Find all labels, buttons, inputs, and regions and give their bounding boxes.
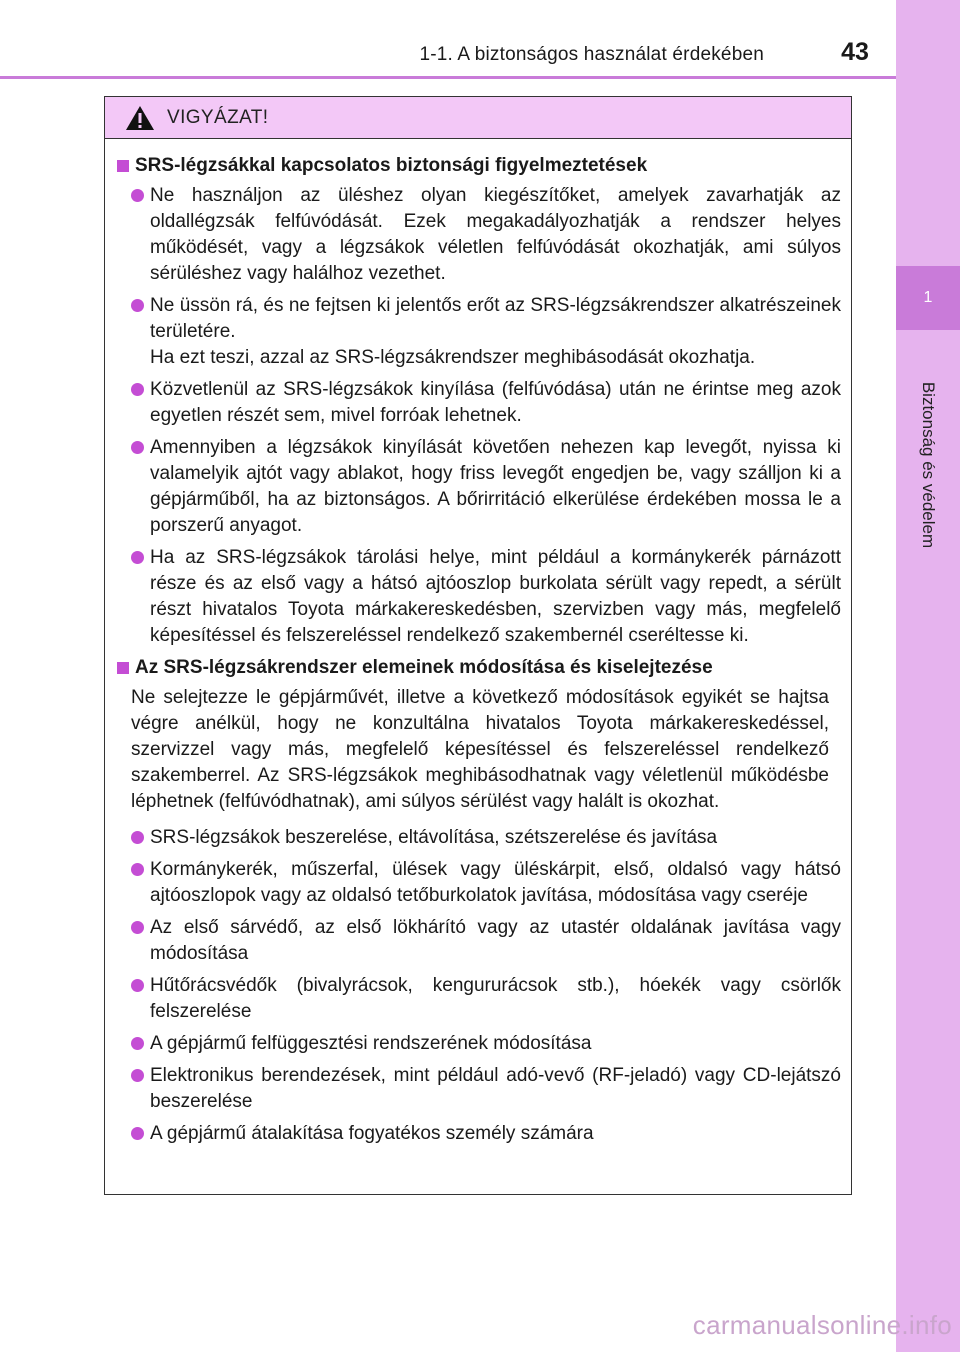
warning-triangle-icon [125, 105, 155, 131]
list-item-text: Amennyiben a légzsákok kinyílását követően nehezen kap levegőt, nyissa ki valamelyik ajtót vagy ablakot, hogy friss levegőt engedjen be, vagy szálljon ki a gépjárműből, ha az biztonságos. A bőrirritáció elkerülése érdekében mossa le a porszerű anyagot. [150, 437, 841, 536]
round-bullet-icon [131, 383, 144, 396]
list-item-text: Elektronikus berendezések, mint például adó-vevő (RF-jeladó) vagy CD-lejátszó beszerelése [150, 1065, 841, 1112]
section-title: Az SRS-légzsákrendszer elemeinek módosítása és kiselejtezése [135, 657, 713, 678]
round-bullet-icon [131, 299, 144, 312]
list-item [115, 1031, 841, 1057]
list-item [115, 1121, 841, 1147]
list-item-text: SRS-légzsákok beszerelése, eltávolítása, szétszerelése és javítása [150, 827, 718, 848]
list-item [115, 377, 841, 429]
list-item-text: Kormánykerék, műszerfal, ülések vagy üléskárpit, első, oldalsó vagy hátsó ajtóoszlopok vagy az oldalsó tetőburkolatok javítása, módosítása vagy cseréje [150, 859, 841, 906]
list-item [115, 183, 841, 287]
round-bullet-icon [131, 189, 144, 202]
round-bullet-icon [131, 551, 144, 564]
list-item [115, 915, 841, 967]
round-bullet-icon [131, 1069, 144, 1082]
chapter-title-tab [896, 330, 960, 600]
list-item-text: A gépjármű felfüggesztési rendszerének módosítása [150, 1033, 592, 1054]
list-item-text: A gépjármű átalakítása fogyatékos személy számára [150, 1123, 594, 1144]
chapter-number-tab[interactable]: 1 [896, 266, 960, 330]
square-bullet-icon [117, 160, 129, 172]
chapter-side-tab [896, 0, 960, 1352]
round-bullet-icon [131, 1127, 144, 1140]
round-bullet-icon [131, 979, 144, 992]
list-item-text: Ha az SRS-légzsákok tárolási helye, mint például a kormánykerék párnázott része és az első vagy a hátsó ajtóoszlop burkolata sérült vagy repedt, a sérült részt hivatalos Toyota márkakereskedésben, szervizben vagy más, megfelelő képesítéssel és felszereléssel rendelkező szakembernél cseréltesse ki. [150, 547, 841, 646]
round-bullet-icon [131, 831, 144, 844]
caution-body [105, 139, 851, 1147]
round-bullet-icon [131, 921, 144, 934]
page-number: 43 [841, 38, 869, 66]
square-bullet-icon [117, 662, 129, 674]
list-item [115, 857, 841, 909]
section-intro: Ne selejtezze le gépjárművét, illetve a következő módosítások egyikét se hajtsa végre anélkül, hogy ne konzultálna hivatalos Toyota márkakereskedéssel, szervizzel vagy más, megfelelő képesítéssel és felszereléssel rendelkező szakemberrel. Az SRS-légzsákok meghibásodhatnak vagy véletlenül működésbe léphetnek (felfúvódhatnak), ami súlyos sérülést vagy halált is okozhat. [131, 687, 829, 812]
section-title: SRS-légzsákkal kapcsolatos biztonsági figyelmeztetések [135, 155, 648, 176]
caution-header [105, 97, 851, 139]
list-item [115, 973, 841, 1025]
list-item [115, 545, 841, 649]
list-item-text: Ne használjon az üléshez olyan kiegészítőket, amelyek zavarhatják az oldallégzsák felfúvódását. Ezek megakadályozhatják a rendszer helyes működését, vagy a légzsákok véletlen felfúvódását okozhatják, ami súlyos sérüléshez vagy halálhoz vezethet. [150, 185, 841, 284]
list-item-text [150, 293, 841, 371]
section-heading [115, 153, 841, 179]
list-item [115, 825, 841, 851]
header-rule [0, 76, 896, 79]
caution-box [104, 96, 852, 1195]
list-item [115, 293, 841, 371]
list-item [115, 435, 841, 539]
round-bullet-icon [131, 863, 144, 876]
list-item-followup: Ha ezt teszi, azzal az SRS-légzsákrendszer meghibásodását okozhatja. [150, 347, 756, 368]
list-item [115, 1063, 841, 1115]
round-bullet-icon [131, 1037, 144, 1050]
running-header-title: 1-1. A biztonságos használat érdekében [419, 44, 764, 65]
round-bullet-icon [131, 441, 144, 454]
watermark: carmanualsonline.info [692, 1310, 952, 1340]
list-item-text: Az első sárvédő, az első lökhárító vagy az utastér oldalának javítása vagy módosítása [150, 917, 841, 964]
list-item-text: Közvetlenül az SRS-légzsákok kinyílása (felfúvódása) után ne érintse meg azok egyetlen részét sem, mivel forróak lehetnek. [150, 379, 841, 426]
list-item-line: Ne üssön rá, és ne fejtsen ki jelentős erőt az SRS-légzsákrendszer alkatrészeinek területére. [150, 295, 841, 342]
chapter-title: Biztonság és védelem [919, 381, 939, 549]
list-item-text: Hűtőrácsvédők (bivalyrácsok, kengururácsok stb.), hóekék vagy csörlők felszerelése [150, 975, 841, 1022]
section-heading [115, 655, 841, 681]
caution-label: VIGYÁZAT! [167, 106, 269, 128]
